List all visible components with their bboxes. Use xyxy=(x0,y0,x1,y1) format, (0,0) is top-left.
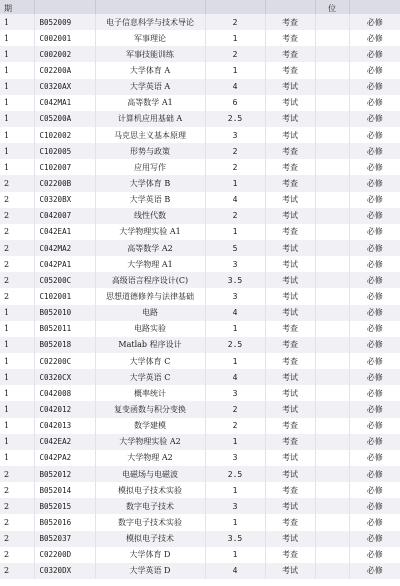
course-code-cell: C042013 xyxy=(34,418,95,434)
table-row xyxy=(0,272,400,288)
table-row xyxy=(0,95,400,111)
exam-type-cell: 考试 xyxy=(265,111,315,127)
course-code-cell: C042MA2 xyxy=(34,240,95,256)
header-semester: 期 xyxy=(0,0,34,14)
table-row xyxy=(0,337,400,353)
course-name-cell: 数字电子技术实验 xyxy=(95,514,205,530)
course-code-cell: C02200C xyxy=(34,353,95,369)
course-type-cell: 必修 xyxy=(349,111,400,127)
unit-cell xyxy=(315,369,349,385)
course-type-cell: 必修 xyxy=(349,434,400,450)
exam-type-cell: 考试 xyxy=(265,369,315,385)
course-type-cell: 必修 xyxy=(349,46,400,62)
unit-cell xyxy=(315,418,349,434)
credits-cell: 1 xyxy=(205,224,265,240)
unit-cell xyxy=(315,321,349,337)
course-name-cell: 线性代数 xyxy=(95,208,205,224)
unit-cell xyxy=(315,14,349,30)
table-row xyxy=(0,321,400,337)
credits-cell: 2 xyxy=(205,208,265,224)
unit-cell xyxy=(315,46,349,62)
semester-cell: 1 xyxy=(0,385,34,401)
unit-cell xyxy=(315,224,349,240)
exam-type-cell: 考查 xyxy=(265,514,315,530)
table-row xyxy=(0,62,400,78)
credits-cell: 1 xyxy=(205,62,265,78)
course-code-cell: C042MA1 xyxy=(34,95,95,111)
course-code-cell: C042EA1 xyxy=(34,224,95,240)
exam-type-cell: 考查 xyxy=(265,62,315,78)
course-type-cell: 必修 xyxy=(349,14,400,30)
header-row xyxy=(0,0,400,14)
unit-cell xyxy=(315,466,349,482)
credits-cell: 2 xyxy=(205,46,265,62)
course-code-cell: C0320CX xyxy=(34,369,95,385)
course-name-cell: 大学体育 A xyxy=(95,62,205,78)
course-code-cell: B052011 xyxy=(34,321,95,337)
course-code-cell: C0320BX xyxy=(34,192,95,208)
credits-cell: 3 xyxy=(205,127,265,143)
exam-type-cell: 考查 xyxy=(265,547,315,563)
header-exam-type xyxy=(265,0,315,14)
credits-cell: 2 xyxy=(205,14,265,30)
header-unit: 位 xyxy=(315,0,349,14)
unit-cell xyxy=(315,240,349,256)
table-row xyxy=(0,127,400,143)
exam-type-cell: 考查 xyxy=(265,224,315,240)
course-code-cell: B052009 xyxy=(34,14,95,30)
course-code-cell: C042PA1 xyxy=(34,256,95,272)
course-code-cell: B052015 xyxy=(34,498,95,514)
unit-cell xyxy=(315,547,349,563)
unit-cell xyxy=(315,450,349,466)
exam-type-cell: 考查 xyxy=(265,353,315,369)
semester-cell: 2 xyxy=(0,531,34,547)
exam-type-cell: 考试 xyxy=(265,95,315,111)
course-type-cell: 必修 xyxy=(349,30,400,46)
credits-cell: 3 xyxy=(205,450,265,466)
unit-cell xyxy=(315,79,349,95)
course-type-cell: 必修 xyxy=(349,466,400,482)
credits-cell: 1 xyxy=(205,175,265,191)
semester-cell: 1 xyxy=(0,143,34,159)
semester-cell: 1 xyxy=(0,111,34,127)
credits-cell: 3 xyxy=(205,385,265,401)
unit-cell xyxy=(315,272,349,288)
course-name-cell: 大学物理 A2 xyxy=(95,450,205,466)
credits-cell: 2.5 xyxy=(205,111,265,127)
credits-cell: 4 xyxy=(205,192,265,208)
exam-type-cell: 考查 xyxy=(265,143,315,159)
course-name-cell: 高等数学 A2 xyxy=(95,240,205,256)
header-code xyxy=(34,0,95,14)
table-row xyxy=(0,14,400,30)
unit-cell xyxy=(315,159,349,175)
credits-cell: 4 xyxy=(205,563,265,579)
course-name-cell: 模拟电子技术 xyxy=(95,531,205,547)
credits-cell: 3 xyxy=(205,256,265,272)
exam-type-cell: 考试 xyxy=(265,498,315,514)
course-name-cell: 军事理论 xyxy=(95,30,205,46)
exam-type-cell: 考查 xyxy=(265,14,315,30)
credits-cell: 6 xyxy=(205,95,265,111)
exam-type-cell: 考查 xyxy=(265,337,315,353)
credits-cell: 2.5 xyxy=(205,337,265,353)
course-name-cell: 模拟电子技术实验 xyxy=(95,482,205,498)
course-type-cell: 必修 xyxy=(349,256,400,272)
course-name-cell: 大学英语 A xyxy=(95,79,205,95)
course-type-cell: 必修 xyxy=(349,418,400,434)
course-name-cell: 大学英语 B xyxy=(95,192,205,208)
table-row xyxy=(0,30,400,46)
exam-type-cell: 考试 xyxy=(265,450,315,466)
course-code-cell: B052037 xyxy=(34,531,95,547)
semester-cell: 2 xyxy=(0,175,34,191)
exam-type-cell: 考试 xyxy=(265,192,315,208)
exam-type-cell: 考查 xyxy=(265,482,315,498)
table-row xyxy=(0,385,400,401)
exam-type-cell: 考查 xyxy=(265,159,315,175)
semester-cell: 2 xyxy=(0,208,34,224)
table-header xyxy=(0,0,400,14)
unit-cell xyxy=(315,127,349,143)
course-code-cell: C042PA2 xyxy=(34,450,95,466)
table-row xyxy=(0,111,400,127)
course-type-cell: 必修 xyxy=(349,563,400,579)
exam-type-cell: 考查 xyxy=(265,46,315,62)
semester-cell: 2 xyxy=(0,547,34,563)
course-name-cell: 大学体育 C xyxy=(95,353,205,369)
course-type-cell: 必修 xyxy=(349,240,400,256)
semester-cell: 1 xyxy=(0,159,34,175)
course-name-cell: 大学英语 C xyxy=(95,369,205,385)
semester-cell: 1 xyxy=(0,434,34,450)
credits-cell: 4 xyxy=(205,79,265,95)
credits-cell: 1 xyxy=(205,547,265,563)
unit-cell xyxy=(315,175,349,191)
course-name-cell: 复变函数与积分变换 xyxy=(95,401,205,417)
course-code-cell: C042012 xyxy=(34,401,95,417)
exam-type-cell: 考试 xyxy=(265,288,315,304)
course-name-cell: 思想道德修养与法律基础 xyxy=(95,288,205,304)
table-row xyxy=(0,450,400,466)
course-code-cell: B052010 xyxy=(34,305,95,321)
credits-cell: 1 xyxy=(205,434,265,450)
course-type-cell: 必修 xyxy=(349,175,400,191)
semester-cell: 1 xyxy=(0,46,34,62)
unit-cell xyxy=(315,305,349,321)
unit-cell xyxy=(315,95,349,111)
course-name-cell: 高级语言程序设计(C) xyxy=(95,272,205,288)
course-code-cell: C102001 xyxy=(34,288,95,304)
course-code-cell: B052016 xyxy=(34,514,95,530)
unit-cell xyxy=(315,256,349,272)
unit-cell xyxy=(315,531,349,547)
exam-type-cell: 考试 xyxy=(265,256,315,272)
table-row xyxy=(0,79,400,95)
exam-type-cell: 考查 xyxy=(265,175,315,191)
exam-type-cell: 考试 xyxy=(265,531,315,547)
unit-cell xyxy=(315,30,349,46)
table-body xyxy=(0,14,400,579)
course-type-cell: 必修 xyxy=(349,192,400,208)
unit-cell xyxy=(315,482,349,498)
credits-cell: 3 xyxy=(205,288,265,304)
credits-cell: 2 xyxy=(205,159,265,175)
table-row xyxy=(0,192,400,208)
course-type-cell: 必修 xyxy=(349,321,400,337)
unit-cell xyxy=(315,208,349,224)
course-name-cell: 形势与政策 xyxy=(95,143,205,159)
course-code-cell: C0320DX xyxy=(34,563,95,579)
course-name-cell: 军事技能训练 xyxy=(95,46,205,62)
course-name-cell: 概率统计 xyxy=(95,385,205,401)
table-row xyxy=(0,159,400,175)
course-name-cell: 计算机应用基础 A xyxy=(95,111,205,127)
semester-cell: 1 xyxy=(0,450,34,466)
table-row xyxy=(0,547,400,563)
exam-type-cell: 考试 xyxy=(265,563,315,579)
table-row xyxy=(0,369,400,385)
unit-cell xyxy=(315,337,349,353)
header-course-name xyxy=(95,0,205,14)
unit-cell xyxy=(315,288,349,304)
semester-cell: 2 xyxy=(0,466,34,482)
course-name-cell: 大学体育 D xyxy=(95,547,205,563)
unit-cell xyxy=(315,563,349,579)
credits-cell: 3 xyxy=(205,498,265,514)
course-name-cell: 电路 xyxy=(95,305,205,321)
table-row xyxy=(0,353,400,369)
exam-type-cell: 考试 xyxy=(265,385,315,401)
exam-type-cell: 考试 xyxy=(265,466,315,482)
course-type-cell: 必修 xyxy=(349,337,400,353)
course-code-cell: C042008 xyxy=(34,385,95,401)
table-row xyxy=(0,256,400,272)
semester-cell: 2 xyxy=(0,288,34,304)
course-type-cell: 必修 xyxy=(349,95,400,111)
course-name-cell: 应用写作 xyxy=(95,159,205,175)
course-type-cell: 必修 xyxy=(349,482,400,498)
course-code-cell: B052014 xyxy=(34,482,95,498)
credits-cell: 4 xyxy=(205,305,265,321)
semester-cell: 2 xyxy=(0,482,34,498)
course-code-cell: C05200C xyxy=(34,272,95,288)
table-row xyxy=(0,563,400,579)
semester-cell: 1 xyxy=(0,62,34,78)
course-code-cell: C02200D xyxy=(34,547,95,563)
unit-cell xyxy=(315,353,349,369)
semester-cell: 2 xyxy=(0,224,34,240)
course-code-cell: C042007 xyxy=(34,208,95,224)
course-name-cell: 大学物理 A1 xyxy=(95,256,205,272)
semester-cell: 1 xyxy=(0,353,34,369)
course-type-cell: 必修 xyxy=(349,305,400,321)
credits-cell: 2.5 xyxy=(205,466,265,482)
course-code-cell: C0320AX xyxy=(34,79,95,95)
course-type-cell: 必修 xyxy=(349,531,400,547)
course-type-cell: 必修 xyxy=(349,224,400,240)
credits-cell: 2 xyxy=(205,401,265,417)
course-type-cell: 必修 xyxy=(349,62,400,78)
table-row xyxy=(0,143,400,159)
course-name-cell: 电磁场与电磁波 xyxy=(95,466,205,482)
course-code-cell: C102007 xyxy=(34,159,95,175)
course-name-cell: 大学英语 D xyxy=(95,563,205,579)
exam-type-cell: 考查 xyxy=(265,30,315,46)
semester-cell: 2 xyxy=(0,514,34,530)
course-code-cell: C102002 xyxy=(34,127,95,143)
exam-type-cell: 考查 xyxy=(265,321,315,337)
semester-cell: 1 xyxy=(0,418,34,434)
table-row xyxy=(0,401,400,417)
unit-cell xyxy=(315,385,349,401)
course-type-cell: 必修 xyxy=(349,143,400,159)
exam-type-cell: 考查 xyxy=(265,418,315,434)
semester-cell: 1 xyxy=(0,321,34,337)
semester-cell: 2 xyxy=(0,192,34,208)
course-type-cell: 必修 xyxy=(349,353,400,369)
credits-cell: 1 xyxy=(205,321,265,337)
course-code-cell: C042EA2 xyxy=(34,434,95,450)
exam-type-cell: 考查 xyxy=(265,434,315,450)
semester-cell: 1 xyxy=(0,127,34,143)
table-row xyxy=(0,531,400,547)
semester-cell: 1 xyxy=(0,14,34,30)
table-row xyxy=(0,434,400,450)
semester-cell: 2 xyxy=(0,272,34,288)
course-type-cell: 必修 xyxy=(349,450,400,466)
semester-cell: 2 xyxy=(0,240,34,256)
semester-cell: 2 xyxy=(0,256,34,272)
credits-cell: 3.5 xyxy=(205,272,265,288)
credits-cell: 2 xyxy=(205,143,265,159)
exam-type-cell: 考试 xyxy=(265,127,315,143)
course-type-cell: 必修 xyxy=(349,272,400,288)
course-type-cell: 必修 xyxy=(349,401,400,417)
course-name-cell: 高等数学 A1 xyxy=(95,95,205,111)
table-row xyxy=(0,208,400,224)
semester-cell: 1 xyxy=(0,337,34,353)
exam-type-cell: 考试 xyxy=(265,401,315,417)
table-row xyxy=(0,288,400,304)
semester-cell: 1 xyxy=(0,95,34,111)
unit-cell xyxy=(315,434,349,450)
course-code-cell: C102005 xyxy=(34,143,95,159)
header-credits xyxy=(205,0,265,14)
course-name-cell: 数学建模 xyxy=(95,418,205,434)
course-type-cell: 必修 xyxy=(349,79,400,95)
course-name-cell: Matlab 程序设计 xyxy=(95,337,205,353)
credits-cell: 3.5 xyxy=(205,531,265,547)
course-code-cell: C02200B xyxy=(34,175,95,191)
table-row xyxy=(0,240,400,256)
course-name-cell: 大学体育 B xyxy=(95,175,205,191)
course-type-cell: 必修 xyxy=(349,127,400,143)
exam-type-cell: 考试 xyxy=(265,79,315,95)
semester-cell: 1 xyxy=(0,369,34,385)
credits-cell: 1 xyxy=(205,353,265,369)
exam-type-cell: 考试 xyxy=(265,208,315,224)
table-row xyxy=(0,514,400,530)
course-name-cell: 数字电子技术 xyxy=(95,498,205,514)
course-code-cell: C002001 xyxy=(34,30,95,46)
course-name-cell: 电路实验 xyxy=(95,321,205,337)
credits-cell: 1 xyxy=(205,30,265,46)
credits-cell: 1 xyxy=(205,514,265,530)
semester-cell: 1 xyxy=(0,79,34,95)
credits-cell: 5 xyxy=(205,240,265,256)
table-row xyxy=(0,305,400,321)
semester-cell: 2 xyxy=(0,498,34,514)
table-row xyxy=(0,482,400,498)
unit-cell xyxy=(315,401,349,417)
course-code-cell: C02200A xyxy=(34,62,95,78)
course-name-cell: 大学物理实验 A1 xyxy=(95,224,205,240)
table-row xyxy=(0,498,400,514)
exam-type-cell: 考试 xyxy=(265,240,315,256)
semester-cell: 2 xyxy=(0,563,34,579)
exam-type-cell: 考试 xyxy=(265,272,315,288)
course-type-cell: 必修 xyxy=(349,498,400,514)
course-type-cell: 必修 xyxy=(349,514,400,530)
table-row xyxy=(0,466,400,482)
course-code-cell: C002002 xyxy=(34,46,95,62)
course-type-cell: 必修 xyxy=(349,369,400,385)
unit-cell xyxy=(315,143,349,159)
credits-cell: 1 xyxy=(205,482,265,498)
course-code-cell: B052012 xyxy=(34,466,95,482)
course-type-cell: 必修 xyxy=(349,547,400,563)
course-code-cell: C05200A xyxy=(34,111,95,127)
course-name-cell: 马克思主义基本原理 xyxy=(95,127,205,143)
course-name-cell: 大学物理实验 A2 xyxy=(95,434,205,450)
header-course-type xyxy=(349,0,400,14)
course-type-cell: 必修 xyxy=(349,288,400,304)
course-type-cell: 必修 xyxy=(349,385,400,401)
course-type-cell: 必修 xyxy=(349,208,400,224)
credits-cell: 4 xyxy=(205,369,265,385)
unit-cell xyxy=(315,192,349,208)
course-code-cell: B052018 xyxy=(34,337,95,353)
semester-cell: 1 xyxy=(0,305,34,321)
semester-cell: 1 xyxy=(0,30,34,46)
semester-cell: 1 xyxy=(0,401,34,417)
table-row xyxy=(0,418,400,434)
table-row xyxy=(0,175,400,191)
table-row xyxy=(0,224,400,240)
unit-cell xyxy=(315,111,349,127)
course-type-cell: 必修 xyxy=(349,159,400,175)
credits-cell: 2 xyxy=(205,418,265,434)
unit-cell xyxy=(315,498,349,514)
table-row xyxy=(0,46,400,62)
exam-type-cell: 考试 xyxy=(265,305,315,321)
unit-cell xyxy=(315,62,349,78)
unit-cell xyxy=(315,514,349,530)
course-name-cell: 电子信息科学与技术导论 xyxy=(95,14,205,30)
